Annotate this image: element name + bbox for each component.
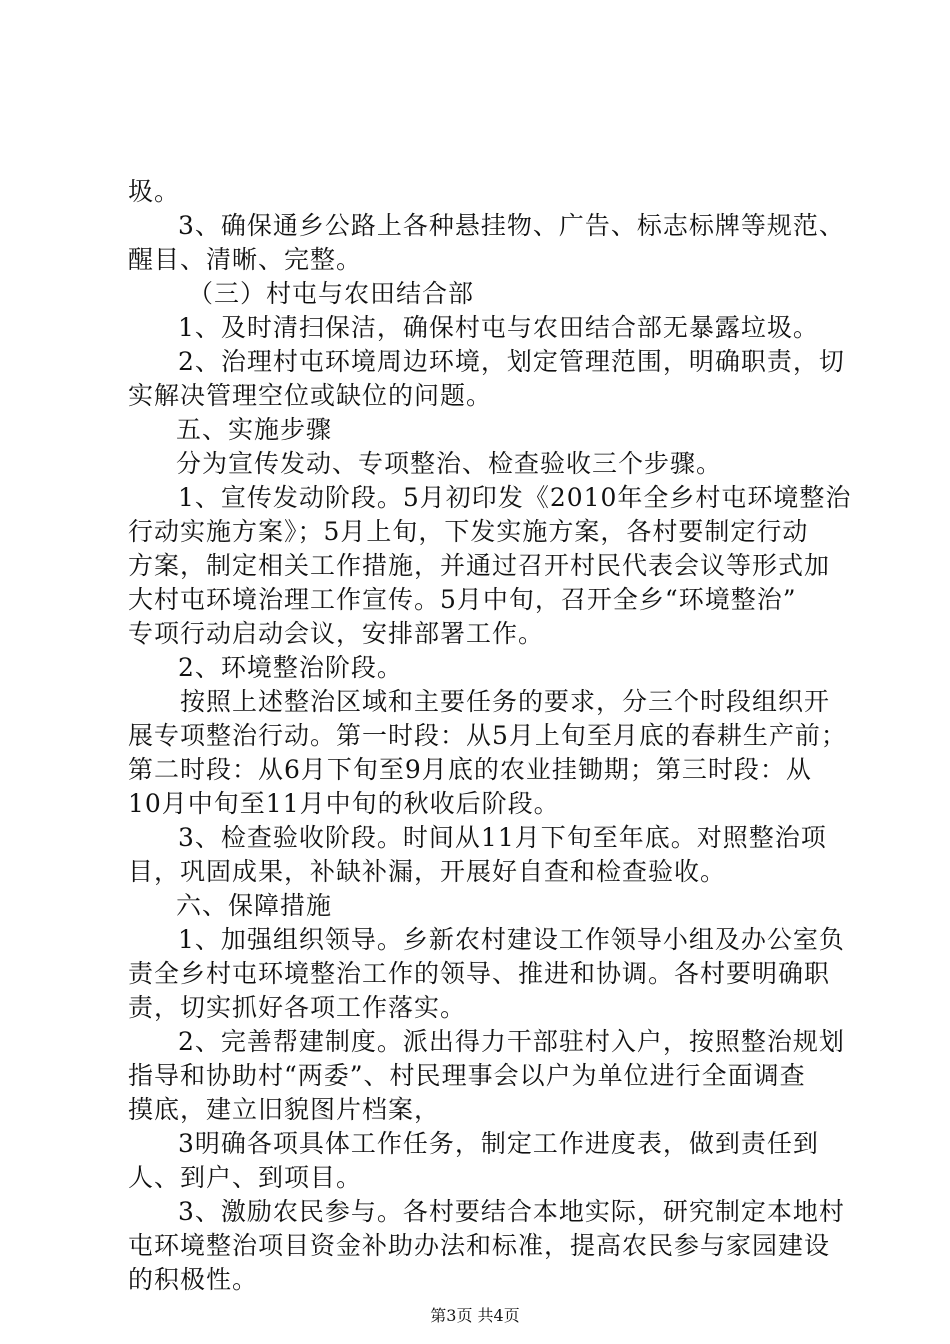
section-heading: （三）村屯与农田结合部	[188, 279, 475, 308]
text-line: 10月中旬至11月中旬的秋收后阶段。	[128, 789, 560, 818]
text-line: 3、检查验收阶段。时间从11月下旬至年底。对照整治项	[178, 823, 827, 852]
text-line: 1、宣传发动阶段。5月初印发《2010年全乡村屯环境整治	[178, 483, 852, 512]
text-line: 1、及时清扫保洁，确保村屯与农田结合部无暴露垃圾。	[178, 313, 819, 342]
text-line: 的积极性。	[128, 1265, 259, 1294]
text-line: 大村屯环境治理工作宣传。5月中旬，召开全乡“环境整治”	[128, 585, 797, 614]
text-line: 专项行动启动会议，安排部署工作。	[128, 619, 545, 648]
text-line: 3、确保通乡公路上各种悬挂物、广告、标志标牌等规范、	[178, 211, 845, 240]
text-line: 醒目、清晰、完整。	[128, 245, 363, 274]
section-heading: 五、实施步骤	[176, 415, 333, 444]
text-line: 3、激励农民参与。各村要结合本地实际，研究制定本地村	[178, 1197, 845, 1226]
text-line: 责全乡村屯环境整治工作的领导、推进和协调。各村要明确职	[128, 959, 831, 988]
text-line: 实解决管理空位或缺位的问题。	[128, 381, 493, 410]
text-line: 圾。	[128, 177, 181, 206]
text-line: 方案，制定相关工作措施，并通过召开村民代表会议等形式加	[128, 551, 831, 580]
text-line: 目，巩固成果，补缺补漏，开展好自查和检查验收。	[128, 857, 727, 886]
text-line: 行动实施方案》；5月上旬，下发实施方案，各村要制定行动	[128, 517, 809, 546]
text-line: 2、环境整治阶段。	[178, 653, 403, 682]
text-line: 屯环境整治项目资金补助办法和标准，提高农民参与家园建设	[128, 1231, 831, 1260]
text-line: 2、完善帮建制度。派出得力干部驻村入户，按照整治规划	[178, 1027, 845, 1056]
text-line: 按照上述整治区域和主要任务的要求，分三个时段组织开	[180, 687, 831, 716]
text-line: 2、治理村屯环境周边环境，划定管理范围，明确职责，切	[178, 347, 845, 376]
text-line: 人、到户、到项目。	[128, 1163, 363, 1192]
text-line: 3明确各项具体工作任务，制定工作进度表，做到责任到	[178, 1129, 819, 1158]
text-line: 责，切实抓好各项工作落实。	[128, 993, 467, 1022]
page-footer: 第3页 共4页	[430, 1306, 520, 1325]
section-heading: 六、保障措施	[176, 891, 333, 920]
text-line: 展专项整治行动。第一时段：从5月上旬至月底的春耕生产前；	[128, 721, 847, 750]
text-line: 第二时段：从6月下旬至9月底的农业挂锄期；第三时段：从	[128, 755, 812, 784]
text-line: 1、加强组织领导。乡新农村建设工作领导小组及办公室负	[178, 925, 845, 954]
text-line: 摸底，建立旧貌图片档案，	[128, 1095, 441, 1124]
text-line: 指导和协助村“两委”、村民理事会以户为单位进行全面调查	[128, 1061, 806, 1090]
text-line: 分为宣传发动、专项整治、检查验收三个步骤。	[176, 449, 723, 478]
